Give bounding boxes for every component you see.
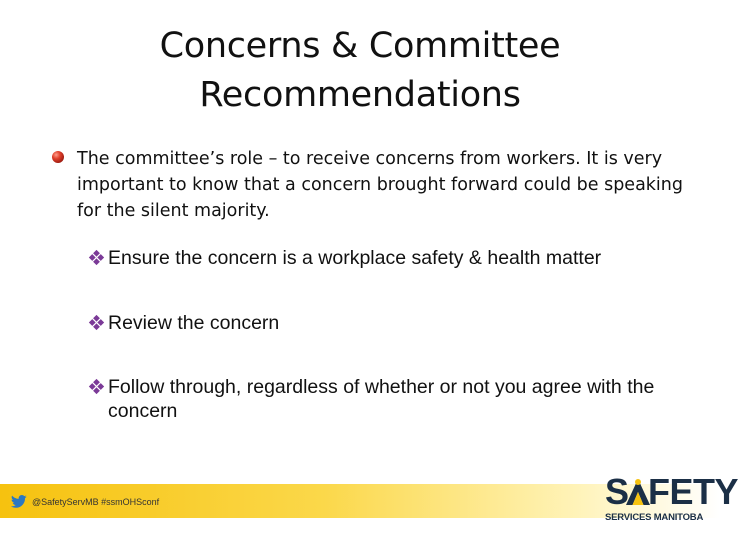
- logo-letter-s: S: [605, 471, 629, 512]
- sub-bullet-2: [88, 311, 688, 335]
- twitter-bird-icon: [10, 495, 28, 509]
- logo-letters-fety: FETY: [648, 471, 738, 512]
- diamond-cluster-bullet-icon: [88, 378, 105, 395]
- sub-bullet-text: Ensure the concern is a workplace safety & health matter: [108, 247, 602, 269]
- logo-subtitle: SERVICES MANITOBA: [605, 512, 704, 523]
- safety-services-manitoba-logo: [598, 471, 738, 534]
- diamond-cluster-bullet-icon: [88, 249, 105, 266]
- title-line-2: Recommendations: [199, 75, 521, 115]
- sub-bullet-text: Follow through, regardless of whether or not you agree with the concern: [108, 376, 655, 422]
- sub-bullet-3: [88, 375, 688, 423]
- main-bullet-text: The committee’s role – to receive concerns from workers. It is very important to know that a concern brought forward could be speaking for the silent majority.: [77, 149, 683, 221]
- sub-bullet-text: Review the concern: [108, 312, 280, 334]
- red-ball-bullet-icon: [52, 151, 64, 163]
- logo-wordmark: [598, 471, 738, 512]
- title-line-1: Concerns & Committee: [159, 26, 561, 66]
- slide-title: [60, 22, 660, 120]
- sub-bullet-1: [88, 246, 688, 270]
- diamond-cluster-bullet-icon: [88, 314, 105, 331]
- twitter-handle: @SafetyServMB #ssmOHSconf: [32, 497, 160, 507]
